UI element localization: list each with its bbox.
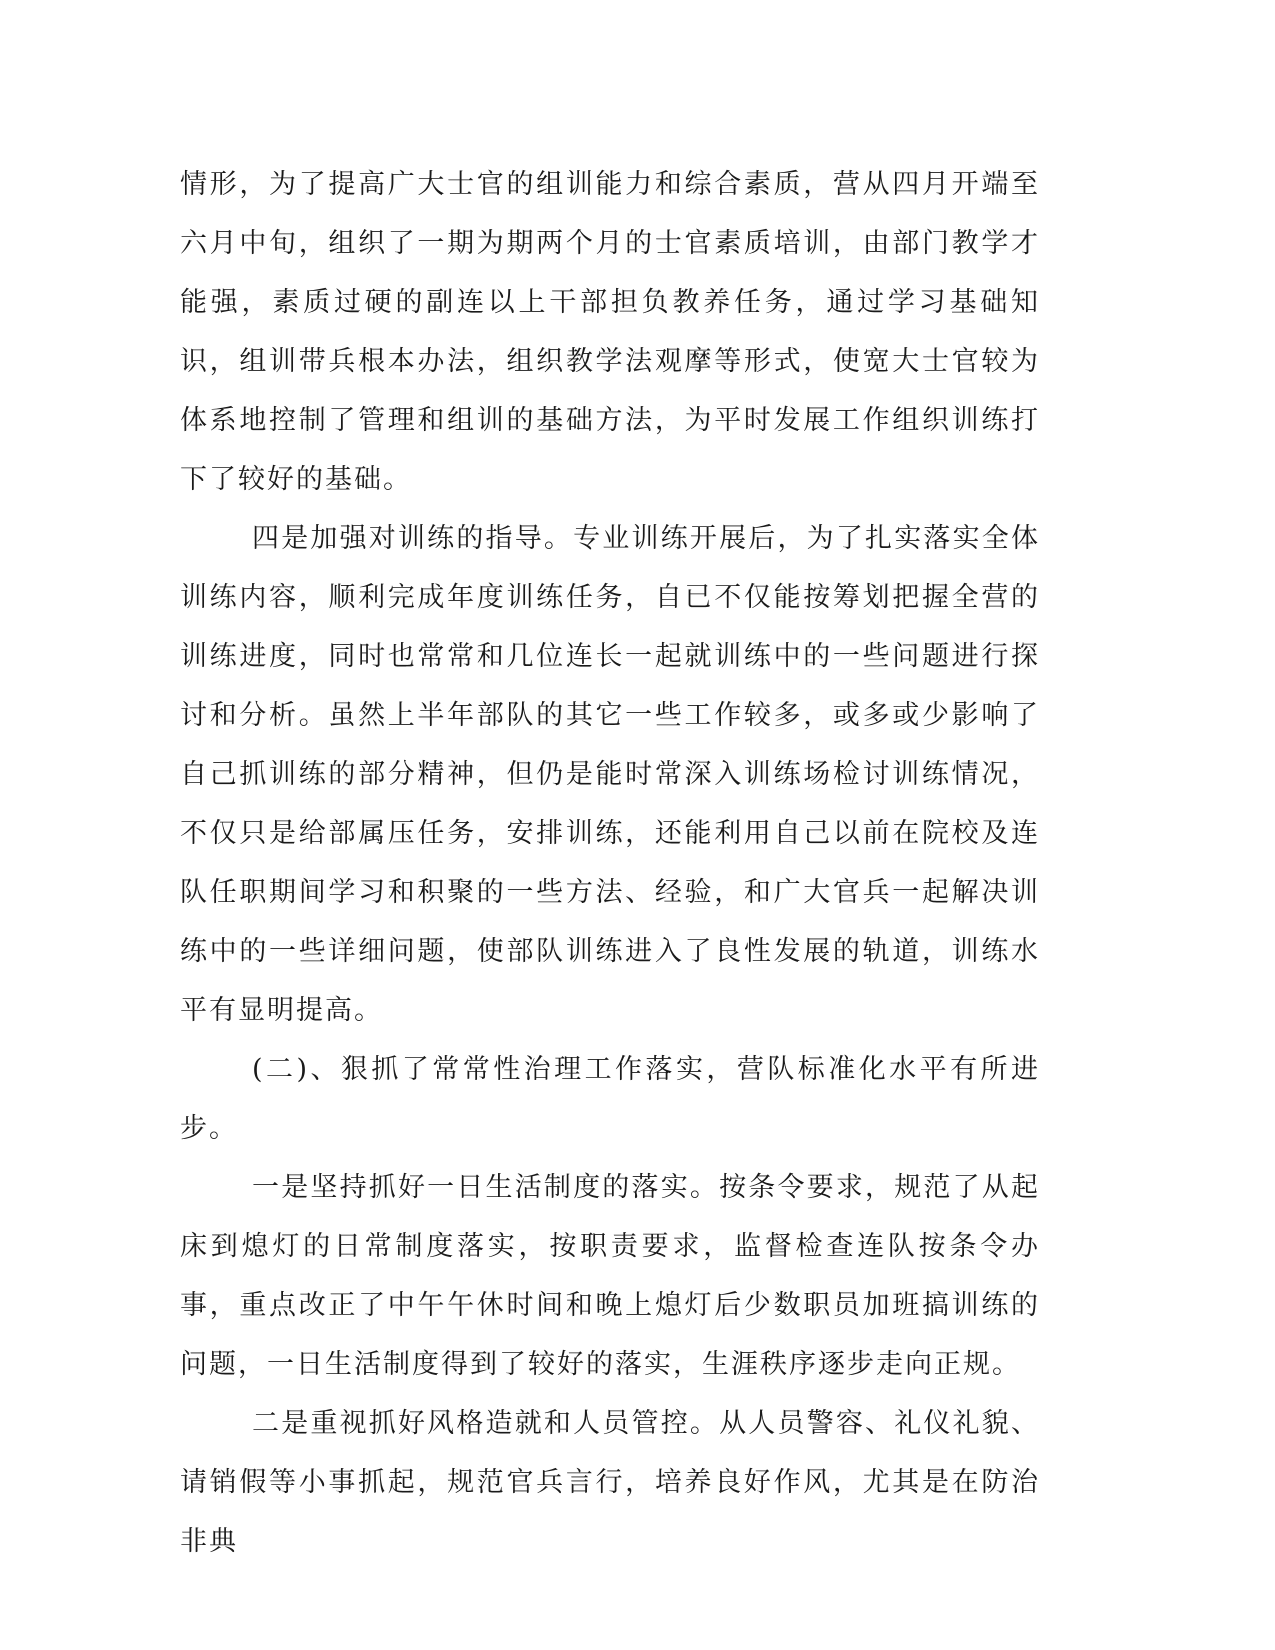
- paragraph-style-personnel: 二是重视抓好风格造就和人员管控。从人员警容、礼仪礼貌、请销假等小事抓起，规范官兵言行，培养良好作风，尤其是在防治非典: [180, 1408, 1040, 1557]
- paragraph-continuation: 情形，为了提高广大士官的组训能力和综合素质，营从四月开端至六月中旬，组织了一期为期两个月的士官素质培训，由部门教学才能强，素质过硬的副连以上干部担负教养任务，通过学习基础知识，组训带兵根本办法，组织教学法观摩等形式，使宽大士官较为体系地控制了管理和组训的基础方法，为平时发展工作组织训练打下了较好的基础。: [180, 169, 1040, 495]
- section-heading-management: (二)、狠抓了常常性治理工作落实，营队标准化水平有所进步。: [180, 1054, 1040, 1144]
- paragraph-daily-routine: 一是坚持抓好一日生活制度的落实。按条令要求，规范了从起床到熄灯的日常制度落实，按职责要求，监督检查连队按条令办事，重点改正了中午午休时间和晚上熄灯后少数职员加班搞训练的问题，一日生活制度得到了较好的落实，生涯秩序逐步走向正规。: [180, 1172, 1040, 1380]
- paragraph-training-guidance: 四是加强对训练的指导。专业训练开展后，为了扎实落实全体训练内容，顺利完成年度训练任务，自已不仅能按筹划把握全营的训练进度，同时也常常和几位连长一起就训练中的一些问题进行探讨和分析。虽然上半年部队的其它一些工作较多，或多或少影响了自己抓训练的部分精神，但仍是能时常深入训练场检讨训练情况，不仅只是给部属压任务，安排训练，还能利用自己以前在院校及连队任职期间学习和积聚的一些方法、经验，和广大官兵一起解决训练中的一些详细问题，使部队训练进入了良性发展的轨道，训练水平有显明提高。: [180, 523, 1040, 1026]
- document-body: [180, 155, 1040, 1571]
